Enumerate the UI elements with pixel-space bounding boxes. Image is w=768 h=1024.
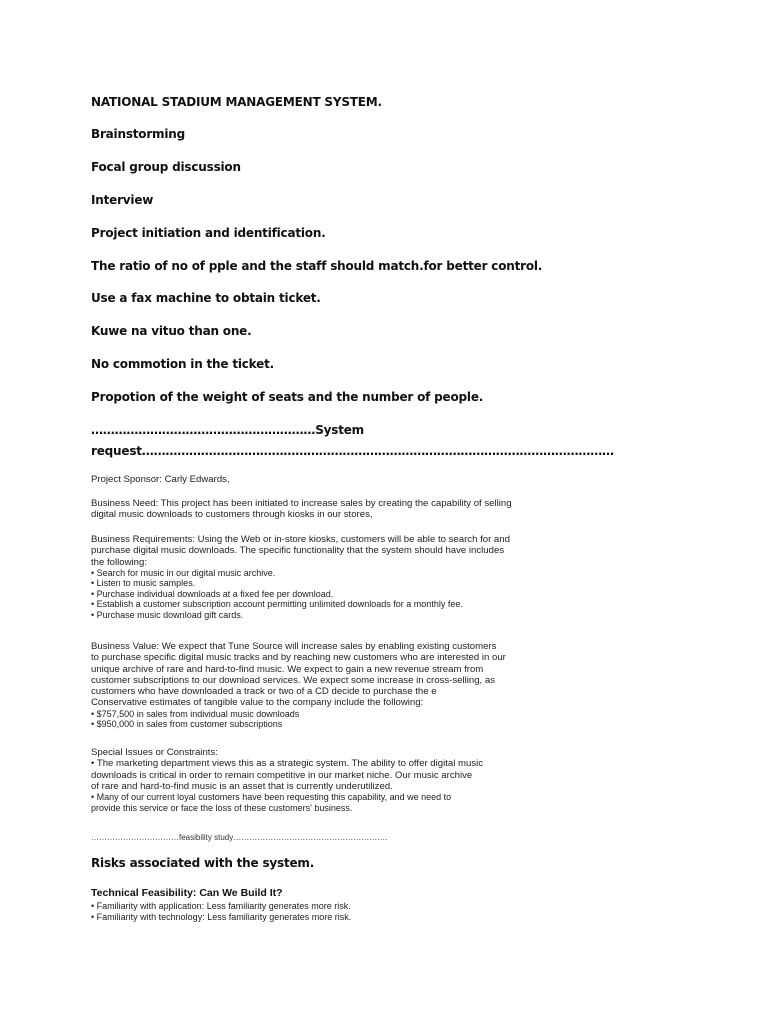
document-title: NATIONAL STADIUM MANAGEMENT SYSTEM.	[91, 95, 382, 109]
text-line: Business Need: This project has been initiated to increase sales by creating the capability of selling	[91, 498, 512, 509]
text-line: • Many of our current loyal customers have been requesting this capability, and we need to	[91, 792, 452, 803]
text-line: digital music downloads to customers through kiosks in our stores,	[91, 509, 373, 521]
text-line: Business Requirements: Using the Web or in-store kiosks, customers will be able to search for and	[91, 534, 510, 545]
heading-brainstorming: Brainstorming	[91, 127, 186, 141]
project-sponsor: Project Sponsor: Carly Edwards,	[91, 474, 230, 485]
text-line: the following:	[91, 556, 147, 568]
business-requirements	[91, 534, 510, 620]
list-item: • $757,500 in sales from individual music downloads	[91, 708, 300, 719]
heading-interview: Interview	[91, 193, 154, 207]
heading-focal-group: Focal group discussion	[91, 160, 241, 174]
list-item: • Purchase music download gift cards.	[91, 609, 244, 620]
text-line: of rare and hard-to-find music is an asset that is currently underutilized.	[91, 780, 393, 792]
heading-kuwe: Kuwe na vituo than one.	[91, 324, 252, 338]
text-line: Business Value: We expect that Tune Source will increase sales by enabling existing customers	[91, 641, 497, 652]
text-line: downloads is critical in order to remain competitive in our market niche. Our music archive	[91, 769, 473, 781]
list-item: • $950,000 in sales from customer subscriptions	[91, 719, 283, 730]
text-line: Conservative estimates of tangible value to the company include the following:	[91, 697, 424, 709]
list-item: • Listen to music samples.	[91, 578, 196, 589]
technical-feasibility-list	[91, 901, 351, 922]
system-request-line-2: request…………………………………………………………………………………………………………	[91, 444, 614, 458]
list-item: • Familiarity with technology: Less familiarity generates more risk.	[91, 911, 352, 922]
system-request-line-1: …………………………………………………System	[91, 423, 364, 437]
heading-fax: Use a fax machine to obtain ticket.	[91, 291, 321, 305]
feasibility-study-line: ……………………………feasibility study………………………………………………….	[91, 833, 388, 842]
heading-commotion: No commotion in the ticket.	[91, 357, 274, 371]
heading-project-initiation: Project initiation and identification.	[91, 226, 326, 240]
text-line: to purchase specific digital music tracks and by reaching new customers who are interested in our	[91, 652, 506, 664]
list-item: • Establish a customer subscription account permitting unlimited downloads for a monthly fee.	[91, 599, 463, 610]
business-value	[91, 641, 506, 730]
business-need	[91, 498, 512, 521]
text-line: purchase digital music downloads. The specific functionality that the system should have includes	[91, 545, 505, 557]
list-item: • Search for music in our digital music archive.	[91, 567, 276, 578]
text-line: provide this service or face the loss of these customers' business.	[91, 802, 353, 813]
special-issues	[91, 747, 483, 813]
text-line: • The marketing department views this as a strategic system. The ability to offer digital music	[91, 758, 484, 770]
technical-feasibility-heading: Technical Feasibility: Can We Build It?	[91, 887, 283, 899]
section-heading: Special Issues or Constraints:	[91, 747, 218, 758]
list-item: • Purchase individual downloads at a fixed fee per download.	[91, 588, 334, 599]
text-line: customer subscriptions to our download services. We expect some increase in cross-selling, as	[91, 674, 496, 686]
heading-ratio: The ratio of no of pple and the staff should match.for better control.	[91, 259, 543, 273]
heading-risks: Risks associated with the system.	[91, 856, 315, 870]
text-line: unique archive of rare and hard-to-find music. We expect to gain a new revenue stream from	[91, 663, 484, 675]
heading-propotion: Propotion of the weight of seats and the number of people.	[91, 390, 484, 404]
list-item: • Familiarity with application: Less familiarity generates more risk.	[91, 901, 351, 911]
text-line: customers who have downloaded a track or two of a CD decide to purchase the e	[91, 686, 437, 698]
